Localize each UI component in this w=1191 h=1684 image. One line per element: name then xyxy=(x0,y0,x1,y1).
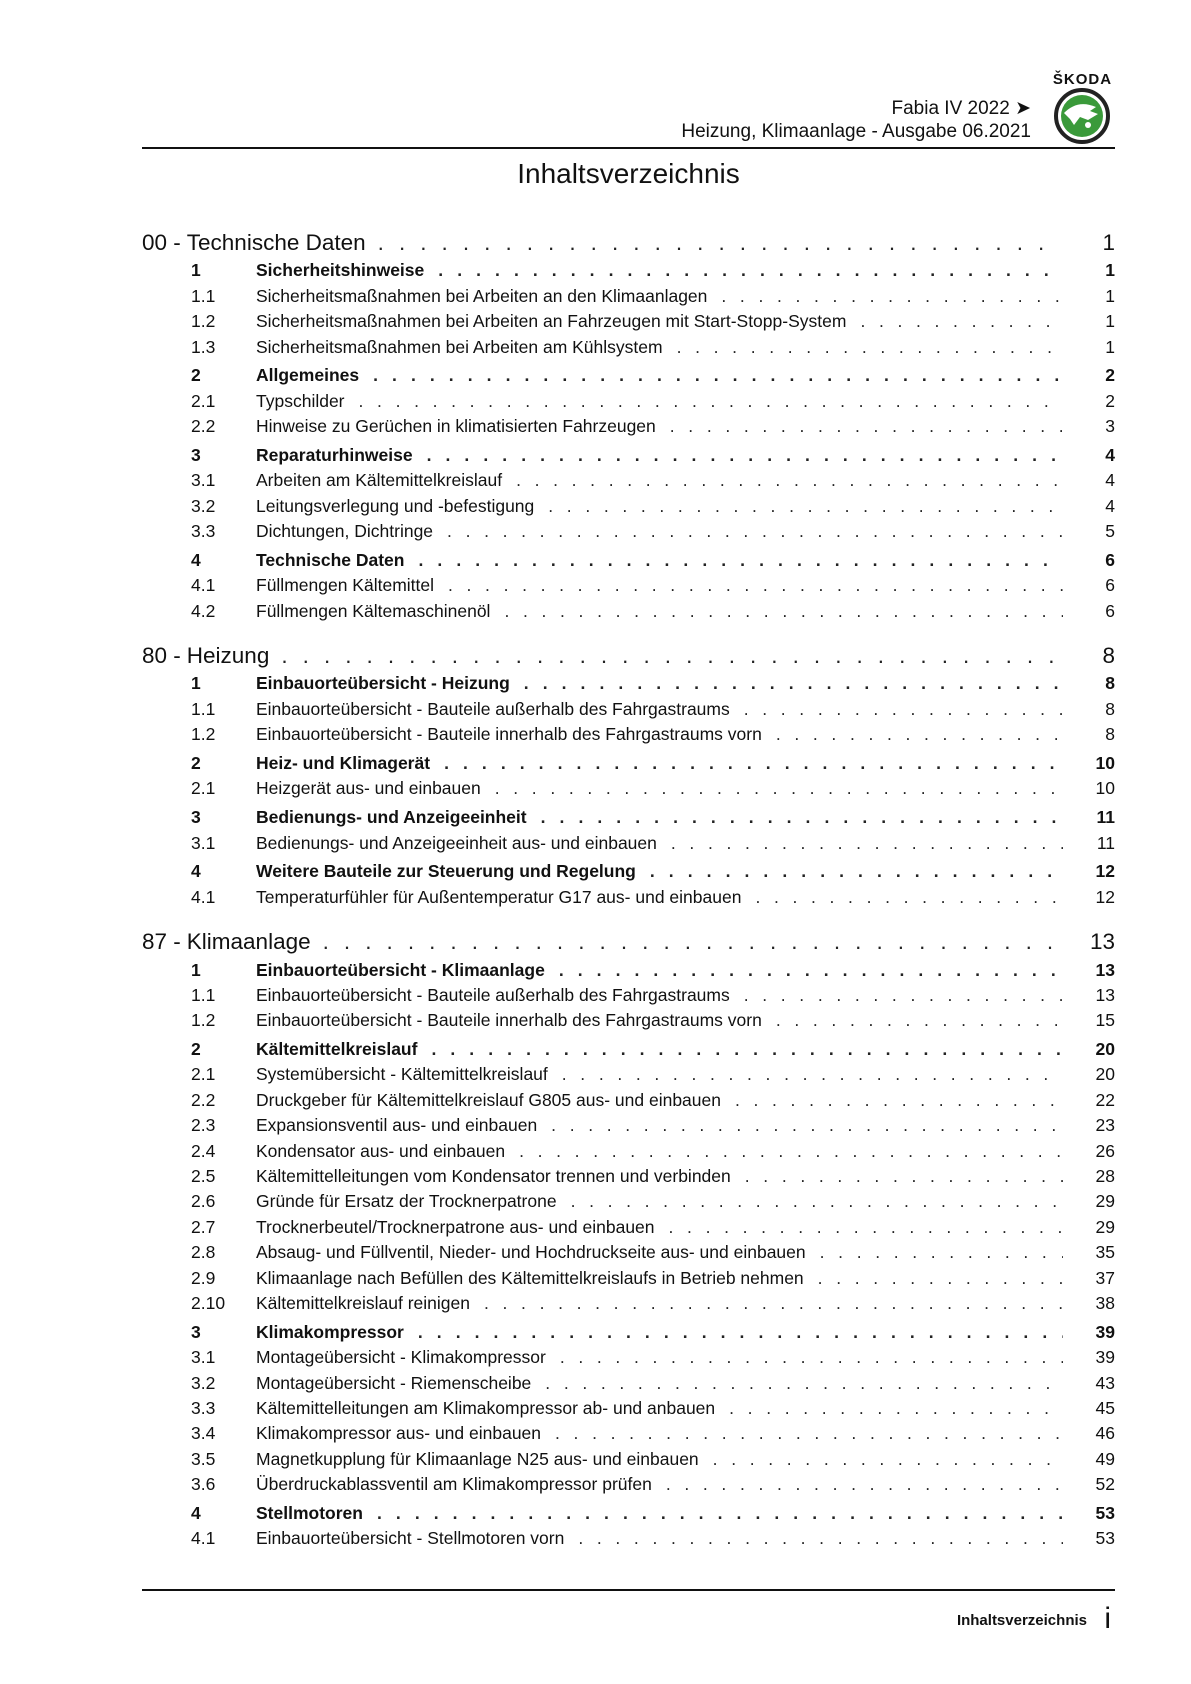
toc-item[interactable] xyxy=(142,778,1115,803)
toc-text: Temperaturfühler für Außentemperatur G17 aus- und einbauen xyxy=(256,886,742,907)
toc-text: Einbauorteübersicht - Bauteile außerhalb des Fahrgastraums xyxy=(256,698,730,719)
toc-number: 4 xyxy=(191,549,201,570)
toc-leader xyxy=(548,496,1063,517)
toc-item[interactable] xyxy=(142,1141,1115,1166)
toc-chapter-text: Heizung xyxy=(186,643,270,669)
toc-leader xyxy=(560,1347,1063,1368)
toc-page: 28 xyxy=(1095,1166,1115,1187)
toc-number: 3 xyxy=(191,1321,201,1342)
toc-section[interactable] xyxy=(142,1039,1115,1064)
toc-page: 52 xyxy=(1095,1474,1115,1495)
toc-page: 29 xyxy=(1095,1191,1115,1212)
toc-number: 2 xyxy=(191,752,201,773)
toc-page: 4 xyxy=(1105,495,1115,516)
toc-number: 1.2 xyxy=(191,1010,216,1031)
toc-number: 2.7 xyxy=(191,1216,216,1237)
toc-item[interactable] xyxy=(142,1423,1115,1448)
toc-section[interactable] xyxy=(142,861,1115,886)
toc-number: 3.1 xyxy=(191,832,216,853)
toc-page: 6 xyxy=(1105,575,1115,596)
toc-number: 2 xyxy=(191,1039,201,1060)
toc-page: 8 xyxy=(1102,643,1115,669)
toc-leader xyxy=(735,1090,1063,1111)
toc-page: 43 xyxy=(1095,1372,1115,1393)
toc-page: 13 xyxy=(1095,984,1115,1005)
toc-item[interactable] xyxy=(142,1217,1115,1242)
toc-item[interactable] xyxy=(142,311,1115,336)
toc-page: 39 xyxy=(1095,1321,1115,1342)
toc-item[interactable] xyxy=(142,1474,1115,1499)
footer-rule xyxy=(142,1589,1115,1591)
toc-page: 4 xyxy=(1105,444,1115,465)
toc-number: 2.8 xyxy=(191,1242,216,1263)
toc-item[interactable] xyxy=(142,833,1115,858)
toc-item[interactable] xyxy=(142,724,1115,749)
toc-item[interactable] xyxy=(142,391,1115,416)
toc-text: Kondensator aus- und einbauen xyxy=(256,1140,506,1161)
toc-chapter-title: 00 - xyxy=(142,230,181,255)
toc-leader xyxy=(545,1373,1063,1394)
toc-number: 3.2 xyxy=(191,1372,216,1393)
toc-page: 23 xyxy=(1095,1115,1115,1136)
toc-item[interactable] xyxy=(142,521,1115,546)
toc-leader xyxy=(666,1474,1063,1495)
toc-text: Klimakompressor aus- und einbauen xyxy=(256,1423,542,1444)
footer-page-number: i xyxy=(1104,1602,1111,1635)
toc-number: 3.1 xyxy=(191,1347,216,1368)
toc-section[interactable] xyxy=(142,365,1115,390)
toc-page: 2 xyxy=(1105,390,1115,411)
toc-chapter[interactable] xyxy=(142,643,1115,670)
toc-number: 3 xyxy=(191,807,201,828)
toc-leader xyxy=(776,1010,1063,1031)
toc-number: 3.2 xyxy=(191,495,216,516)
toc-number: 4.1 xyxy=(191,886,216,907)
toc-item[interactable] xyxy=(142,416,1115,441)
toc-number: 3.1 xyxy=(191,470,216,491)
toc-item[interactable] xyxy=(142,887,1115,912)
toc-leader xyxy=(448,575,1063,596)
toc-leader xyxy=(745,1166,1063,1187)
toc-leader xyxy=(559,960,1063,981)
toc-page: 11 xyxy=(1096,807,1115,828)
toc-leader xyxy=(669,1217,1063,1238)
toc-leader xyxy=(650,861,1063,882)
toc-text: Bedienungs- und Anzeigeeinheit aus- und einbauen xyxy=(256,832,657,853)
toc-number: 4.2 xyxy=(191,600,216,621)
toc-leader xyxy=(744,985,1063,1006)
toc-text: Arbeiten am Kältemittelkreislauf xyxy=(256,470,503,491)
toc-chapter[interactable] xyxy=(142,230,1115,257)
toc-chapter-text: Technische Daten xyxy=(186,230,366,255)
toc-number: 2.1 xyxy=(191,390,216,411)
toc-text: Magnetkupplung für Klimaanlage N25 aus- und einbauen xyxy=(256,1448,699,1469)
toc-number: 1 xyxy=(191,959,201,980)
toc-item[interactable] xyxy=(142,1347,1115,1372)
toc-page: 8 xyxy=(1105,724,1115,745)
toc-number: 2.2 xyxy=(191,416,216,437)
toc-text: Kältemittelkreislauf reinigen xyxy=(256,1292,470,1313)
toc-leader xyxy=(377,1503,1063,1524)
toc-section[interactable] xyxy=(142,445,1115,470)
toc-page: 38 xyxy=(1095,1292,1115,1313)
toc-leader xyxy=(562,1064,1063,1085)
toc-text: Klimaanlage nach Befüllen des Kältemittelkreislaufs in Betrieb nehmen xyxy=(256,1267,804,1288)
toc-text: Füllmengen Kältemittel xyxy=(256,575,434,596)
toc-item[interactable] xyxy=(142,1191,1115,1216)
toc-text: Heiz- und Klimagerät xyxy=(256,752,431,773)
toc-text: Füllmengen Kältemaschinenöl xyxy=(256,600,491,621)
toc-item[interactable] xyxy=(142,1268,1115,1293)
toc-leader xyxy=(721,286,1063,307)
header-rule xyxy=(142,147,1115,149)
toc-leader xyxy=(418,1322,1063,1343)
toc-leader xyxy=(447,521,1063,542)
toc-leader xyxy=(713,1449,1063,1470)
toc-text: Montageübersicht - Riemenscheibe xyxy=(256,1372,532,1393)
toc-text: Leitungsverlegung und -befestigung xyxy=(256,495,535,516)
toc-text: Einbauorteübersicht - Heizung xyxy=(256,673,510,694)
toc-page: 53 xyxy=(1095,1528,1115,1549)
toc-leader xyxy=(744,699,1063,720)
toc-leader xyxy=(555,1423,1063,1444)
toc-text: Sicherheitsmaßnahmen bei Arbeiten am Kühlsystem xyxy=(256,336,663,357)
toc-number: 2.2 xyxy=(191,1089,216,1110)
toc-number: 2.10 xyxy=(191,1292,226,1313)
toc-number: 1 xyxy=(191,260,201,281)
toc-item[interactable] xyxy=(142,1115,1115,1140)
toc-text: Reparaturhinweise xyxy=(256,444,413,465)
toc-text: Kältemittelleitungen am Klimakompressor ab- und anbauen xyxy=(256,1397,716,1418)
toc-text: Expansionsventil aus- und einbauen xyxy=(256,1115,538,1136)
toc-chapter-title: 87 - xyxy=(142,929,181,955)
toc-number: 3.3 xyxy=(191,1397,216,1418)
toc-page: 11 xyxy=(1096,832,1115,853)
edition-subtitle: Heizung, Klimaanlage - Ausgabe 06.2021 xyxy=(681,121,1031,142)
toc-page: 53 xyxy=(1095,1502,1115,1523)
toc-item[interactable] xyxy=(142,496,1115,521)
toc-leader xyxy=(860,311,1063,332)
toc-item[interactable] xyxy=(142,1010,1115,1035)
toc-section[interactable] xyxy=(142,550,1115,575)
table-of-contents xyxy=(142,230,1115,1554)
toc-number: 1 xyxy=(191,673,201,694)
toc-leader xyxy=(444,753,1063,774)
toc-page: 45 xyxy=(1095,1397,1115,1418)
toc-page: 6 xyxy=(1105,549,1115,570)
toc-page: 12 xyxy=(1095,886,1115,907)
toc-page: 10 xyxy=(1095,778,1115,799)
toc-item[interactable] xyxy=(142,1398,1115,1423)
toc-chapter-text: Klimaanlage xyxy=(186,929,311,955)
toc-leader xyxy=(671,833,1063,854)
toc-page: 37 xyxy=(1095,1267,1115,1288)
toc-chapter-title: 80 - xyxy=(142,643,181,669)
toc-number: 2 xyxy=(191,365,201,386)
toc-leader xyxy=(519,1141,1063,1162)
toc-page: 6 xyxy=(1105,600,1115,621)
toc-text: Kältemittelleitungen vom Kondensator trennen und verbinden xyxy=(256,1166,731,1187)
toc-number: 1.1 xyxy=(191,285,216,306)
toc-text: Klimakompressor xyxy=(256,1321,404,1342)
toc-item[interactable] xyxy=(142,699,1115,724)
toc-page: 8 xyxy=(1105,673,1115,694)
toc-leader xyxy=(323,929,1052,955)
toc-page: 2 xyxy=(1105,365,1115,386)
toc-page: 20 xyxy=(1095,1064,1115,1085)
toc-page: 1 xyxy=(1105,311,1115,332)
toc-leader xyxy=(438,260,1063,281)
toc-page: 22 xyxy=(1095,1089,1115,1110)
toc-section[interactable] xyxy=(142,807,1115,832)
vehicle-title: Fabia IV 2022 ➤ xyxy=(891,98,1031,119)
toc-number: 1.3 xyxy=(191,336,216,357)
toc-page: 1 xyxy=(1102,230,1115,255)
toc-leader xyxy=(776,724,1063,745)
toc-text: Stellmotoren xyxy=(256,1502,363,1523)
toc-text: Einbauorteübersicht - Bauteile innerhalb des Fahrgastraums vorn xyxy=(256,1010,762,1031)
toc-text: Gründe für Ersatz der Trocknerpatrone xyxy=(256,1191,557,1212)
toc-leader xyxy=(431,1039,1063,1060)
toc-number: 1.2 xyxy=(191,724,216,745)
toc-page: 49 xyxy=(1095,1448,1115,1469)
toc-number: 2.1 xyxy=(191,778,216,799)
toc-page: 15 xyxy=(1095,1010,1115,1031)
toc-number: 2.3 xyxy=(191,1115,216,1136)
toc-item[interactable] xyxy=(142,1090,1115,1115)
toc-number: 3.3 xyxy=(191,521,216,542)
toc-page: 20 xyxy=(1095,1039,1115,1060)
toc-page: 1 xyxy=(1105,336,1115,357)
toc-section[interactable] xyxy=(142,1503,1115,1528)
toc-page: 8 xyxy=(1105,698,1115,719)
toc-item[interactable] xyxy=(142,985,1115,1010)
toc-leader xyxy=(516,470,1063,491)
toc-text: Einbauorteübersicht - Bauteile außerhalb des Fahrgastraums xyxy=(256,984,730,1005)
toc-number: 4 xyxy=(191,861,201,882)
toc-leader xyxy=(484,1293,1063,1314)
toc-leader xyxy=(378,230,1055,256)
toc-section[interactable] xyxy=(142,260,1115,285)
toc-leader xyxy=(670,416,1063,437)
toc-number: 4.1 xyxy=(191,1528,216,1549)
toc-page: 13 xyxy=(1089,929,1115,955)
toc-item[interactable] xyxy=(142,601,1115,626)
toc-number: 1.2 xyxy=(191,311,216,332)
toc-item[interactable] xyxy=(142,337,1115,362)
toc-leader xyxy=(677,337,1063,358)
toc-item[interactable] xyxy=(142,1166,1115,1191)
toc-item[interactable] xyxy=(142,575,1115,600)
toc-page: 35 xyxy=(1095,1242,1115,1263)
page-title: Inhaltsverzeichnis xyxy=(517,158,740,189)
toc-text: Typschilder xyxy=(256,390,345,411)
toc-text: Bedienungs- und Anzeigeeinheit xyxy=(256,807,527,828)
toc-leader xyxy=(820,1242,1063,1263)
toc-number: 3.4 xyxy=(191,1423,216,1444)
toc-item[interactable] xyxy=(142,470,1115,495)
toc-leader xyxy=(571,1191,1063,1212)
toc-page: 39 xyxy=(1095,1347,1115,1368)
toc-item[interactable] xyxy=(142,286,1115,311)
skoda-logo-icon xyxy=(1050,87,1114,145)
toc-section[interactable] xyxy=(142,960,1115,985)
toc-number: 2.9 xyxy=(191,1267,216,1288)
toc-chapter[interactable] xyxy=(142,929,1115,956)
toc-page: 4 xyxy=(1105,470,1115,491)
toc-item[interactable] xyxy=(142,1242,1115,1267)
toc-number: 3.5 xyxy=(191,1448,216,1469)
toc-leader xyxy=(729,1398,1063,1419)
toc-leader xyxy=(504,601,1063,622)
toc-number: 2.4 xyxy=(191,1140,216,1161)
toc-item[interactable] xyxy=(142,1293,1115,1318)
toc-page: 12 xyxy=(1095,861,1115,882)
toc-number: 4 xyxy=(191,1502,201,1523)
brand-wordmark: ŠKODA xyxy=(1052,71,1113,88)
toc-item[interactable] xyxy=(142,1449,1115,1474)
toc-leader xyxy=(541,807,1063,828)
toc-leader xyxy=(755,887,1063,908)
toc-number: 4.1 xyxy=(191,575,216,596)
toc-text: Montageübersicht - Klimakompressor xyxy=(256,1347,546,1368)
toc-text: Hinweise zu Gerüchen in klimatisierten Fahrzeugen xyxy=(256,416,656,437)
toc-leader xyxy=(495,778,1063,799)
toc-page: 13 xyxy=(1095,959,1115,980)
toc-page: 10 xyxy=(1095,752,1115,773)
toc-leader xyxy=(551,1115,1063,1136)
toc-text: Trocknerbeutel/Trocknerpatrone aus- und einbauen xyxy=(256,1216,655,1237)
toc-number: 3 xyxy=(191,444,201,465)
toc-number: 2.1 xyxy=(191,1064,216,1085)
toc-item[interactable] xyxy=(142,1528,1115,1553)
toc-text: Weitere Bauteile zur Steuerung und Regelung xyxy=(256,861,636,882)
toc-page: 5 xyxy=(1105,521,1115,542)
toc-text: Überdruckablassventil am Klimakompressor prüfen xyxy=(256,1474,652,1495)
toc-text: Einbauorteübersicht - Bauteile innerhalb des Fahrgastraums vorn xyxy=(256,724,762,745)
toc-number: 2.5 xyxy=(191,1166,216,1187)
toc-leader xyxy=(418,550,1063,571)
toc-section[interactable] xyxy=(142,1322,1115,1347)
toc-page: 3 xyxy=(1105,416,1115,437)
toc-text: Sicherheitshinweise xyxy=(256,260,425,281)
toc-item[interactable] xyxy=(142,1064,1115,1089)
toc-text: Systemübersicht - Kältemittelkreislauf xyxy=(256,1064,548,1085)
toc-leader xyxy=(818,1268,1063,1289)
toc-number: 1.1 xyxy=(191,984,216,1005)
toc-page: 1 xyxy=(1105,285,1115,306)
toc-leader xyxy=(373,365,1063,386)
toc-number: 2.6 xyxy=(191,1191,216,1212)
toc-page: 1 xyxy=(1105,260,1115,281)
toc-leader xyxy=(359,391,1063,412)
toc-number: 1.1 xyxy=(191,698,216,719)
toc-text: Dichtungen, Dichtringe xyxy=(256,521,434,542)
toc-text: Absaug- und Füllventil, Nieder- und Hochdruckseite aus- und einbauen xyxy=(256,1242,806,1263)
footer-label: Inhaltsverzeichnis xyxy=(956,1612,1087,1629)
toc-text: Einbauorteübersicht - Klimaanlage xyxy=(256,959,545,980)
toc-section[interactable] xyxy=(142,753,1115,778)
toc-page: 29 xyxy=(1095,1216,1115,1237)
toc-number: 3.6 xyxy=(191,1474,216,1495)
toc-leader xyxy=(578,1528,1063,1549)
toc-leader xyxy=(524,673,1063,694)
toc-page: 26 xyxy=(1095,1140,1115,1161)
toc-text: Einbauorteübersicht - Stellmotoren vorn xyxy=(256,1528,565,1549)
toc-text: Heizgerät aus- und einbauen xyxy=(256,778,481,799)
toc-item[interactable] xyxy=(142,1373,1115,1398)
toc-leader xyxy=(427,445,1063,466)
toc-text: Druckgeber für Kältemittelkreislauf G805 aus- und einbauen xyxy=(256,1089,721,1110)
toc-text: Sicherheitsmaßnahmen bei Arbeiten an den Klimaanlagen xyxy=(256,285,708,306)
toc-text: Allgemeines xyxy=(256,365,360,386)
toc-section[interactable] xyxy=(142,673,1115,698)
toc-text: Sicherheitsmaßnahmen bei Arbeiten an Fahrzeugen mit Start-Stopp-System xyxy=(256,311,847,332)
toc-leader xyxy=(281,643,1055,669)
toc-text: Technische Daten xyxy=(256,549,405,570)
toc-text: Kältemittelkreislauf xyxy=(256,1039,418,1060)
toc-page: 46 xyxy=(1095,1423,1115,1444)
